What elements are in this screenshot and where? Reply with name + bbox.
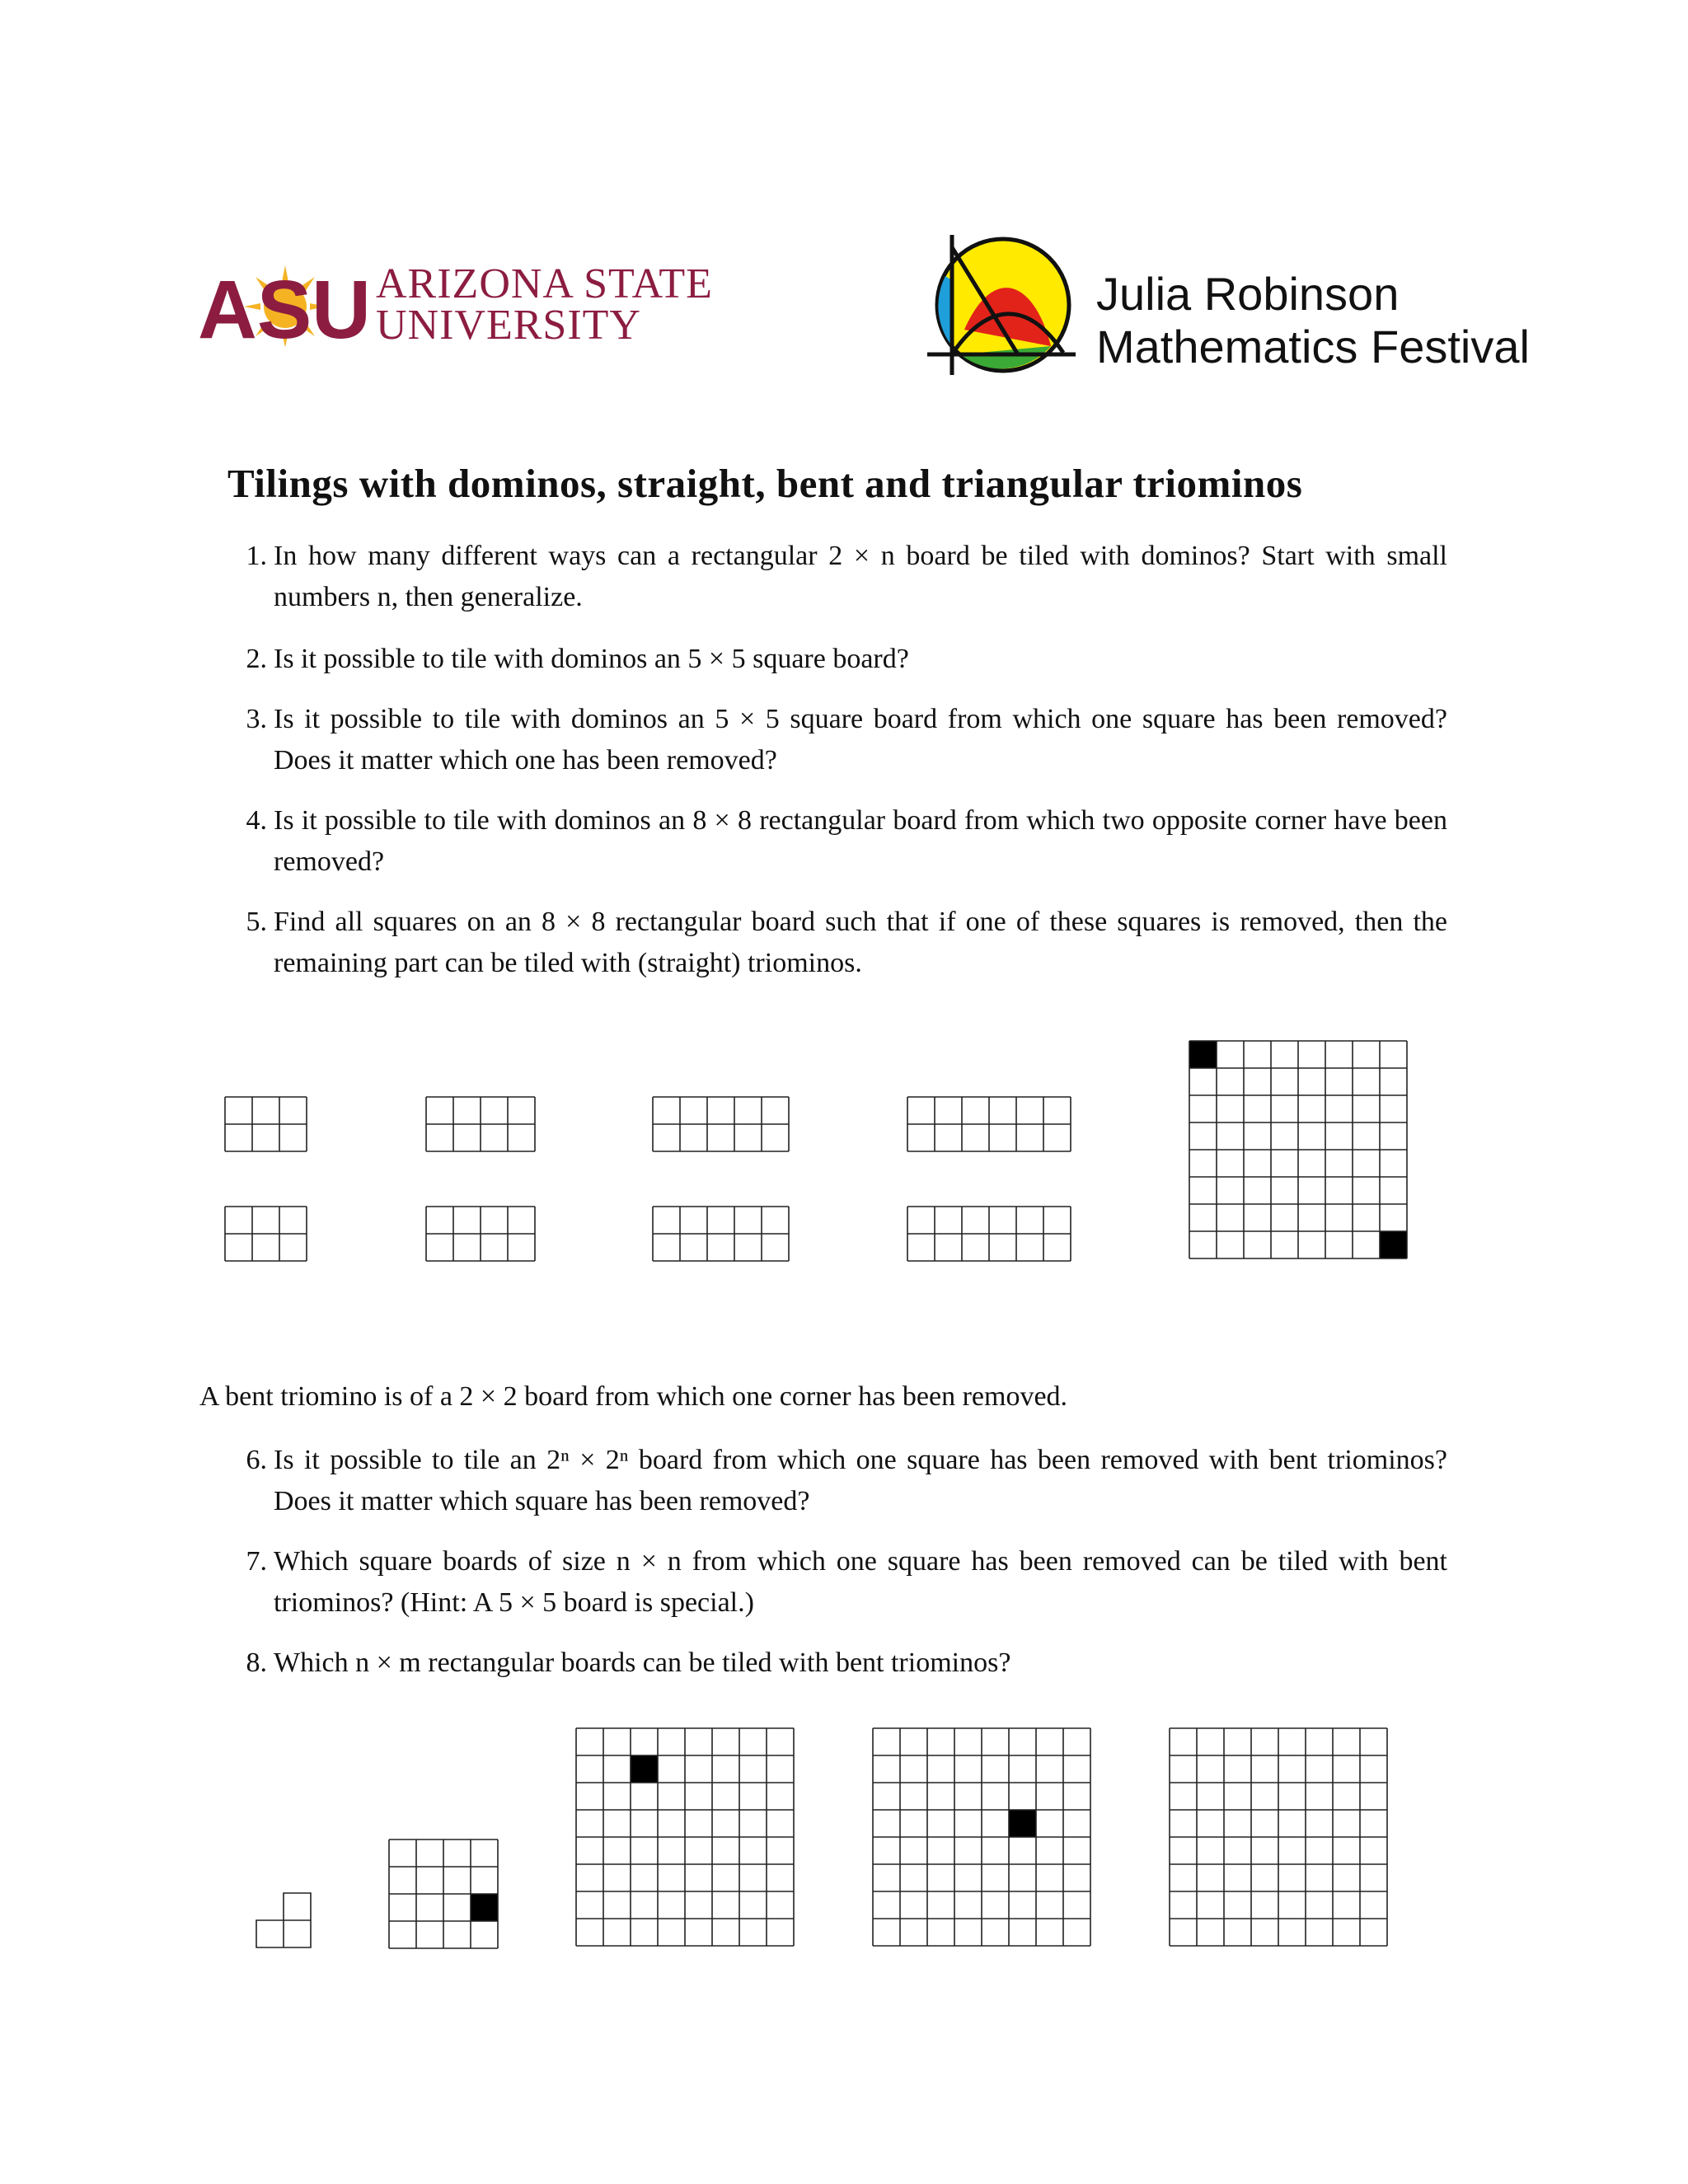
problem-text: Is it possible to tile with dominos an 5 × 5 square board from which one square has been removed? Does it matter which one has been removed? <box>274 704 1447 776</box>
asu-line-1: ARIZONA STATE <box>376 260 713 307</box>
problem-number: 2. <box>246 644 267 674</box>
domino-board-2x5-b <box>652 1206 790 1262</box>
board-8x8-blank <box>1169 1727 1388 1947</box>
jrmf-line-2: Mathematics Festival <box>1096 321 1530 373</box>
jrmf-line-1: Julia Robinson <box>1096 268 1400 320</box>
problem-text: In how many different ways can a rectangular 2 × n board be tiled with dominos? Start with small numbers n, then generalize. <box>274 541 1447 612</box>
domino-board-2x3-b <box>224 1206 307 1262</box>
domino-board-2x6-a <box>907 1096 1071 1152</box>
asu-logo <box>196 260 713 349</box>
problem-number: 4. <box>246 805 267 836</box>
problem-text: Is it possible to tile with dominos an 5 × 5 square board? <box>274 644 909 674</box>
problem-number: 7. <box>246 1546 267 1577</box>
asu-line-2: UNIVERSITY <box>376 302 641 349</box>
removed-square <box>1380 1231 1407 1258</box>
removed-square <box>631 1755 658 1783</box>
removed-square <box>1009 1810 1036 1837</box>
board-4x4-one-removed <box>388 1839 499 1949</box>
domino-board-2x5-a <box>652 1096 790 1152</box>
board-8x8-one-removed-b <box>872 1727 1091 1947</box>
problem-number: 5. <box>246 907 267 937</box>
problem-number: 8. <box>246 1647 267 1678</box>
domino-board-2x3-a <box>224 1096 307 1152</box>
problem-number: 3. <box>246 704 267 734</box>
domino-board-2x6-b <box>907 1206 1071 1262</box>
board-8x8-one-removed-a <box>575 1727 795 1947</box>
chessboard-8x8-corners-removed <box>1189 1040 1408 1259</box>
bent-triomino-shape <box>256 1892 312 1948</box>
page-title: Tilings with dominos, straight, bent and triangular triominos <box>227 461 1303 506</box>
problem-text: Which square boards of size n × n from which one square has been removed can be tiled with bent triominos? (Hint: A 5 × 5 board is special.) <box>274 1546 1447 1618</box>
problem-number: 6. <box>246 1445 267 1475</box>
jrmf-logo <box>927 231 1530 379</box>
asu-wordmark <box>376 260 713 349</box>
removed-square <box>1189 1041 1217 1068</box>
asu-mark-text: ASU <box>198 264 371 346</box>
problem-text: Is it possible to tile with dominos an 8 × 8 rectangular board from which two opposite corner have been removed? <box>274 805 1447 877</box>
problem-text: Is it possible to tile an 2ⁿ × 2ⁿ board from which one square has been removed with bent triominos? Does it matter which square has been removed? <box>274 1445 1447 1516</box>
problem-text: Find all squares on an 8 × 8 rectangular board such that if one of these squares is removed, then the remaining part can be tiled with (straight) triominos. <box>274 907 1447 978</box>
problem-text: Which n × m rectangular boards can be tiled with bent triominos? <box>274 1647 1011 1678</box>
problem-number: 1. <box>246 541 267 571</box>
domino-board-2x4-a <box>425 1096 536 1152</box>
domino-board-2x4-b <box>425 1206 536 1262</box>
asu-sun-mark-icon <box>196 264 373 346</box>
removed-square <box>471 1894 498 1921</box>
bent-triomino-definition: A bent triomino is of a 2 × 2 board from which one corner has been removed. <box>199 1381 1068 1412</box>
jrmf-wordmark <box>1096 268 1530 373</box>
jrmf-emblem-icon <box>927 231 1076 379</box>
